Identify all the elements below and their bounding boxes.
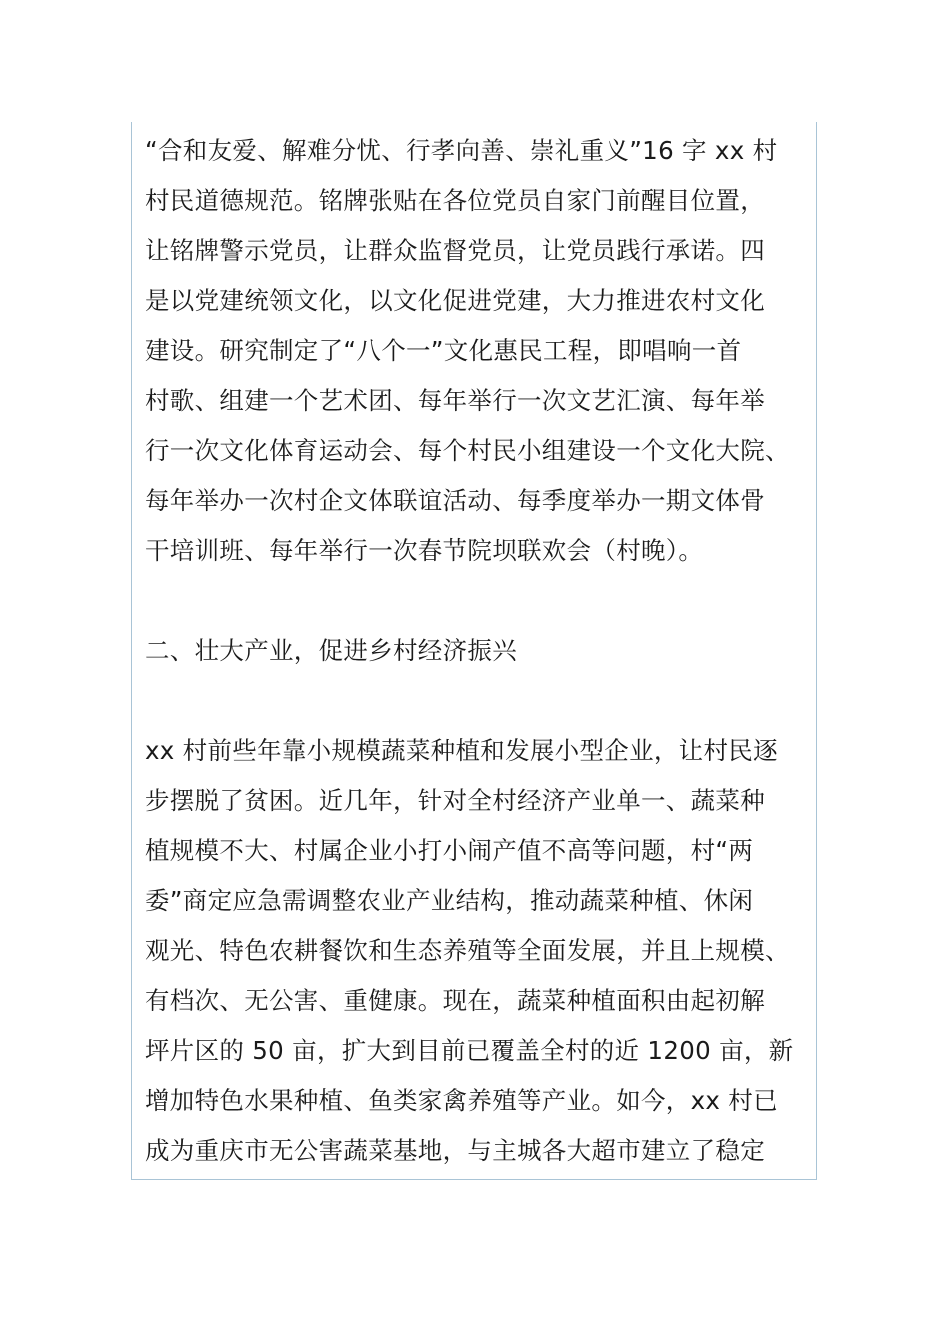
text-line: “合和友爱、解难分忧、行孝向善、崇礼重义”16 字 xx 村 [145,136,778,165]
text-line: 成为重庆市无公害蔬菜基地，与主城各大超市建立了稳定 [145,1136,765,1165]
text-line: 干培训班、每年举行一次春节院坝联欢会（村晚）。 [145,536,704,565]
text-line: 村民道德规范。铭牌张贴在各位党员自家门前醒目位置， [145,186,765,215]
text-line: 坪片区的 50 亩，扩大到目前已覆盖全村的近 1200 亩，新 [145,1036,794,1065]
text-line: 行一次文化体育运动会、每个村民小组建设一个文化大院、 [145,436,790,465]
text-line: 建设。研究制定了“八个一”文化惠民工程，即唱响一首 [145,336,742,365]
text-line: 植规模不大、村属企业小打小闹产值不高等问题，村“两 [145,836,754,865]
paragraph-2 [145,726,805,1176]
text-line: 让铭牌警示党员，让群众监督党员，让党员践行承诺。四 [145,236,765,265]
paragraph-gap [145,576,805,626]
paragraph-gap [145,676,805,726]
text-line: 观光、特色农耕餐饮和生态养殖等全面发展，并且上规模、 [145,936,790,965]
text-line: 增加特色水果种植、鱼类家禽养殖等产业。如今，xx 村已 [145,1086,778,1115]
text-line: 委”商定应急需调整农业产业结构，推动蔬菜种植、休闲 [145,886,754,915]
text-line: 步摆脱了贫困。近几年，针对全村经济产业单一、蔬菜种 [145,786,765,815]
text-line: 有档次、无公害、重健康。现在，蔬菜种植面积由起初解 [145,986,765,1015]
text-line: xx 村前些年靠小规模蔬菜种植和发展小型企业，让村民逐 [145,736,778,765]
paragraph-1 [145,126,805,576]
text-line: 村歌、组建一个艺术团、每年举行一次文艺汇演、每年举 [145,386,765,415]
text-line: 是以党建统领文化，以文化促进党建，大力推进农村文化 [145,286,765,315]
section-heading: 二、壮大产业，促进乡村经济振兴 [145,636,517,665]
document-body [145,126,805,1176]
text-line: 每年举办一次村企文体联谊活动、每季度举办一期文体骨 [145,486,765,515]
